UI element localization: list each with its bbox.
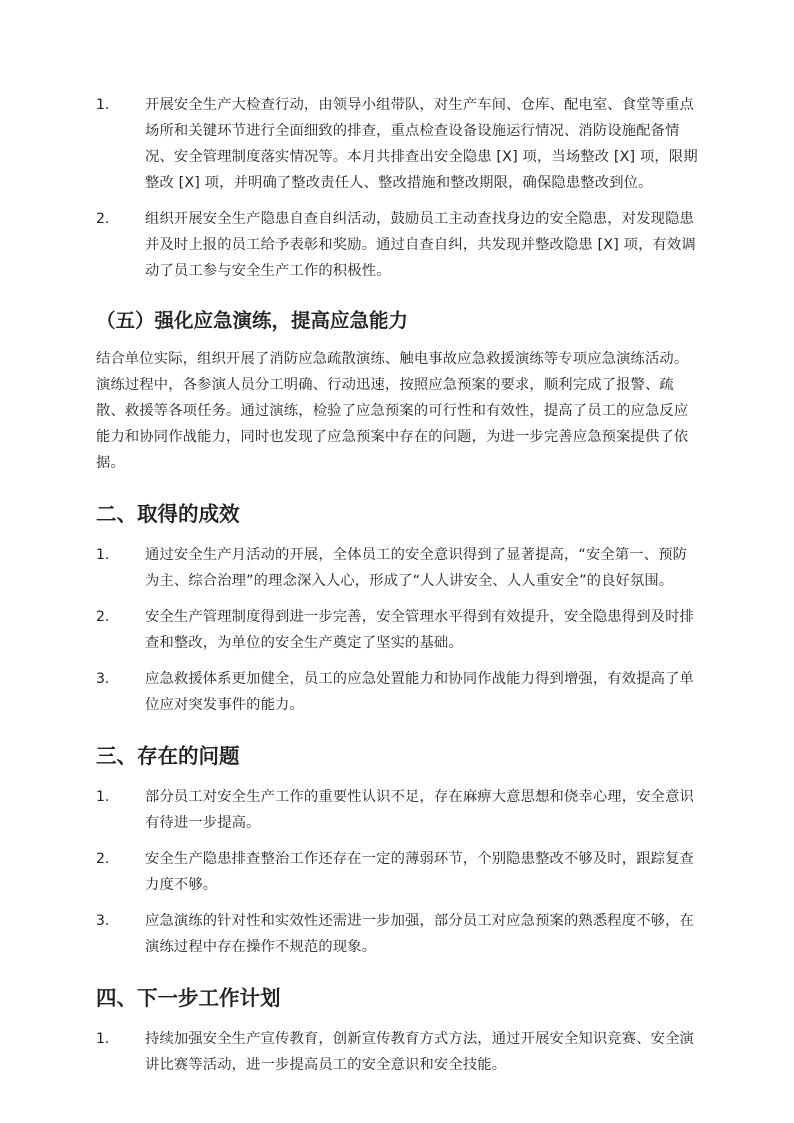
problems-section-heading: 三、存在的问题 [96, 744, 240, 768]
list-item [96, 206, 699, 284]
item-number: 1. [96, 547, 110, 563]
plan-section-heading: 四、下一步工作计划 [96, 986, 281, 1010]
list-item [96, 604, 699, 656]
item-text: 安全生产隐患排查整治工作还存在一定的薄弱环节，个别隐患整改不够及时，跟踪复查力度不够。 [145, 851, 694, 893]
results-list [96, 542, 699, 718]
list-item [96, 908, 699, 960]
item-text: 安全生产管理制度得到进一步完善，安全管理水平得到有效提升，安全隐患得到及时排查和整改，为单位的安全生产奠定了坚实的基础。 [145, 609, 694, 651]
item-text: 持续加强安全生产宣传教育，创新宣传教育方式方法，通过开展安全知识竞赛、安全演讲比赛等活动，进一步提高员工的安全意识和安全技能。 [145, 1031, 694, 1073]
item-text: 应急演练的针对性和实效性还需进一步加强，部分员工对应急预案的熟悉程度不够，在演练过程中存在操作不规范的现象。 [145, 913, 694, 955]
results-section-heading: 二、取得的成效 [96, 502, 240, 526]
list-item [96, 784, 699, 836]
item-text: 部分员工对安全生产工作的重要性认识不足，存在麻痹大意思想和侥幸心理，安全意识有待进一步提高。 [145, 789, 694, 831]
item-number: 1. [96, 789, 110, 805]
item-text: 应急救援体系更加健全，员工的应急处置能力和协同作战能力得到增强，有效提高了单位应对突发事件的能力。 [145, 671, 694, 713]
problems-list [96, 784, 699, 960]
list-item [96, 846, 699, 898]
inspection-list [96, 92, 699, 284]
item-number: 2. [96, 851, 110, 867]
item-number: 2. [96, 211, 110, 227]
drill-section-paragraph: 结合单位实际，组织开展了消防应急疏散演练、触电事故应急救援演练等专项应急演练活动。演练过程中，各参演人员分工明确、行动迅速，按照应急预案的要求，顺利完成了报警、疏散、救援等各项任务。通过演练，检验了应急预案的可行性和有效性，提高了员工的应急反应能力和协同作战能力，同时也发现了应急预案中存在的问题，为进一步完善应急预案提供了依据。 [96, 351, 689, 471]
list-item [96, 542, 699, 594]
item-text: 开展安全生产大检查行动，由领导小组带队，对生产车间、仓库、配电室、食堂等重点场所和关键环节进行全面细致的排查，重点检查设备设施运行情况、消防设施配备情况、安全管理制度落实情况等。本月共排查出安全隐患 [X] 项，当场整改 [X] 项，限期整改 [X] 项，并明确了整改责任人、整改措施和整改期限，确保隐患整改到位。 [145, 97, 698, 191]
list-item [96, 92, 699, 196]
item-text: 组织开展安全生产隐患自查自纠活动，鼓励员工主动查找身边的安全隐患，对发现隐患并及时上报的员工给予表彰和奖励。通过自查自纠，共发现并整改隐患 [X] 项，有效调动了员工参与安全生产工作的积极性。 [145, 211, 696, 279]
item-number: 3. [96, 671, 110, 687]
item-number: 1. [96, 97, 110, 113]
item-number: 1. [96, 1031, 110, 1047]
plan-list [96, 1026, 699, 1078]
item-number: 2. [96, 609, 110, 625]
item-number: 3. [96, 913, 110, 929]
list-item [96, 1026, 699, 1078]
drill-section-heading: （五）强化应急演练，提高应急能力 [96, 309, 409, 332]
list-item [96, 666, 699, 718]
item-text: 通过安全生产月活动的开展，全体员工的安全意识得到了显著提高，“安全第一、预防为主、综合治理”的理念深入人心，形成了“人人讲安全、人人重安全”的良好氛围。 [145, 547, 688, 589]
